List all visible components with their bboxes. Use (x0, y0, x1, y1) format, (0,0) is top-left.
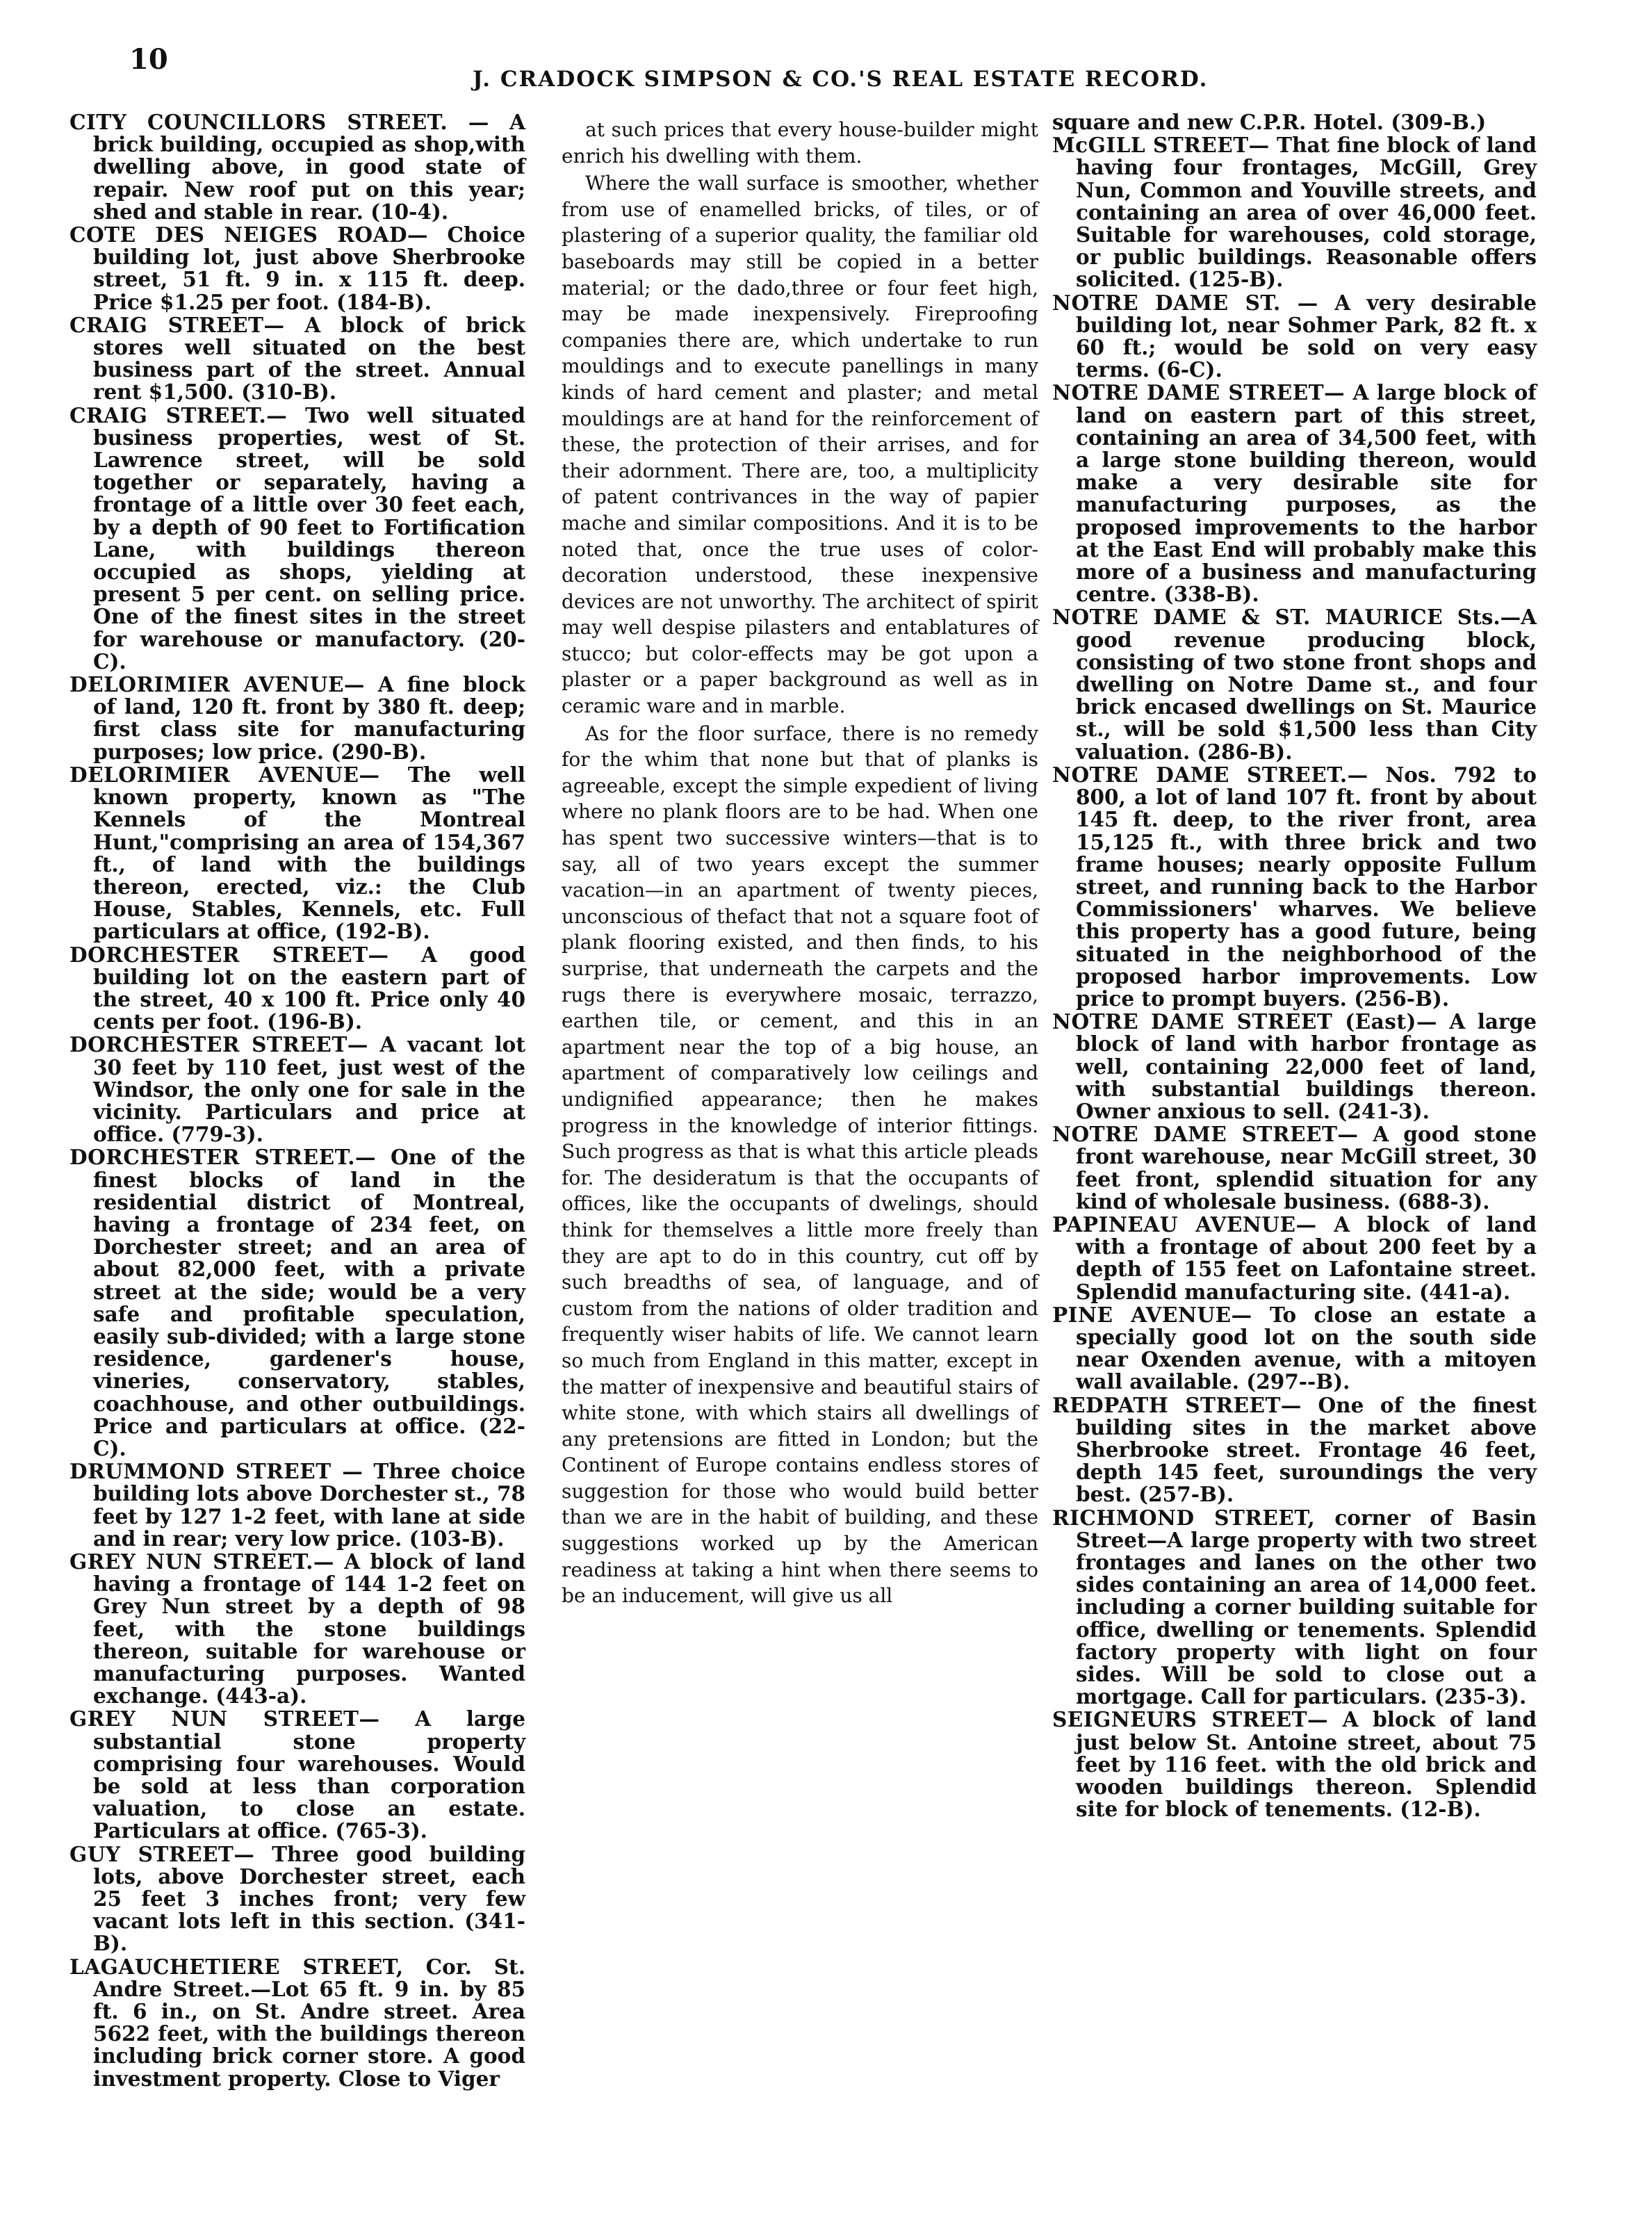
property-listing (69, 1843, 525, 1955)
listing-text: Nos. 792 to 800, a lot of land 107 ft. front by about 145 ft. deep, to the river front, area 15,125 ft., with three brick and two frame houses; nearly opposite Fullum street, and running back to the Harbor Commissioners' wharves. We believe this property has a good future, being situated in the neighborhood of the proposed harbor improvements. Low price to prompt buyers. (256-B). (1076, 762, 1537, 1011)
listing-street: GUY STREET— (69, 1841, 255, 1866)
listing-street: SEIGNEURS STREET— (1052, 1707, 1329, 1732)
listing-street: REDPATH STREET— (1052, 1392, 1302, 1417)
property-listing (69, 224, 525, 313)
property-listing (69, 111, 525, 223)
listing-street: LAGAUCHETIERE STREET, (69, 1954, 404, 1979)
property-listing (1052, 606, 1537, 763)
property-listing (1052, 1394, 1537, 1506)
listing-text: Choice building lot, just above Sherbrooke street, 51 ft. 9 in. x 115 ft. deep. Price $1.25 per foot. (184-B). (93, 222, 525, 314)
listing-text: Three choice building lots above Dorchester st., 78 feet by 127 1-2 feet, with lane at side and in rear; very low price. (103-B). (93, 1459, 525, 1551)
listing-text: A fine block of land, 120 ft. front by 380 ft. deep; first class site for manufacturing purposes; low price. (290-B). (93, 672, 525, 764)
property-listing (1052, 1304, 1537, 1394)
listing-street: PAPINEAU AVENUE— (1052, 1212, 1317, 1237)
listing-street: NOTRE DAME & ST. MAURICE (1052, 605, 1444, 630)
property-listing (1052, 1214, 1537, 1303)
listing-text: A very desirable building lot, near Sohmer Park, 82 ft. x 60 ft.; would be sold on very easy terms. (6-C). (1076, 290, 1537, 382)
property-listing (69, 1034, 525, 1145)
listing-street: NOTRE DAME STREET— (1052, 1122, 1359, 1147)
listing-text: A large block of land with harbor frontage as well, containing 22,000 feet of land, with substantial buildings thereon. Owner anxious to sell. (241-3). (1076, 1009, 1537, 1123)
listing-text: A block of land with a frontage of about 200 feet by a depth of 155 feet on Lafontaine street. Splendid manufacturing site. (441-a). (1076, 1212, 1537, 1304)
listing-text: corner of Basin Street—A large property with two street frontages and lanes on the other two sides containing an area of 14,000 feet. including a corner building suitable for office, dwelling or tenements. Splendid factory property with light on four sides. Will be sold to close out a mortgage. Call for particulars. (235-3). (1076, 1505, 1537, 1709)
listing-street: GREY NUN STREET— (69, 1706, 380, 1731)
property-listing (1052, 292, 1537, 382)
property-listing (1052, 382, 1537, 605)
listing-street: McGILL STREET— (1052, 133, 1270, 158)
listing-street: NOTRE DAME STREET— (1052, 380, 1346, 405)
listing-street: DORCHESTER STREET— (69, 1032, 368, 1057)
property-listing (69, 674, 525, 763)
property-listing (69, 944, 525, 1034)
listing-street: GREY NUN STREET.— (69, 1549, 334, 1574)
listing-text: That fine block of land having four frontages, McGill, Grey Nun, Common and Youville streets, and containing an area of over 46,000 feet. Suitable for warehouses, cold storage, or public buildings. Reasonable offers solicited. (125-B). (1076, 133, 1537, 292)
listing-text: Sts.—A good revenue producing block, consisting of two stone front shops and dwelling on Notre Dame st., and four brick encased dwellings on St. Maurice st., will be sold $1,500 less than City valuation. (286-B). (1076, 605, 1537, 764)
listing-street: DELORIMIER AVENUE— (69, 672, 365, 697)
listing-text: A vacant lot 30 feet by 110 feet, just west of the Windsor, the only one for sale in the vicinity. Particulars and price at office. (779-3). (93, 1032, 525, 1147)
listing-street: DRUMMOND STREET — (69, 1459, 363, 1484)
middle-column (562, 117, 1038, 1609)
right-column (1052, 111, 1537, 1821)
listing-text: To close an estate a specially good lot on the south side near Oxenden avenue, with a mitoyen wall available. (297--B). (1076, 1302, 1537, 1394)
listing-text: Three good building lots, above Dorchester street, each 25 feet 3 inches front; very few vacant lots left in this section. (341-B). (93, 1841, 525, 1956)
listing-text: A large substantial stone property comprising four warehouses. Would be sold at less than corporation valuation, to close an estate. Particulars at office. (765-3). (93, 1706, 525, 1843)
running-head: J. CRADOCK SIMPSON & CO.'S REAL ESTATE RECORD. (473, 67, 1209, 92)
listing-text: square and new C.P.R. Hotel. (309-B.) (1052, 110, 1487, 134)
property-listing (1052, 764, 1537, 1010)
left-column (69, 111, 525, 2091)
listing-text: A good building lot on the eastern part of the street, 40 x 100 ft. Price only 40 cents per foot. (196-B). (93, 942, 525, 1034)
property-listing (1052, 1123, 1537, 1213)
property-listing (1052, 111, 1537, 133)
listing-text: A brick building, occupied as shop,with dwelling above, in good state of repair. New roof put on this year; shed and stable in rear. (10-4). (93, 110, 525, 224)
page-number: 10 (129, 43, 168, 76)
article-paragraph: at such prices that every house-builder might enrich his dwelling with them. (562, 118, 1038, 168)
listing-street: NOTRE DAME STREET.— (1052, 762, 1368, 787)
listing-street: COTE DES NEIGES ROAD— (69, 222, 429, 247)
property-listing (1052, 1709, 1537, 1820)
listing-street: RICHMOND STREET, (1052, 1505, 1316, 1530)
listing-text: A large block of land on eastern part of this street, containing an area of 34,500 feet, with a large stone building thereon, would make a very desirable site for manufacturing purposes, as the proposed improvements to the harbor at the East End will probably make this more of a business and manufacturing centre. (338-B). (1076, 380, 1537, 607)
listing-text: Two well situated business properties, west of St. Lawrence street, will be sold together or separately, having a frontage of a little over 30 feet each, by a depth of 90 feet to Fortification Lane, with buildings thereon occupied as shops, yielding at present 5 per cent. on selling price. One of the finest sites in the street for warehouse or manufactory. (20-C). (93, 402, 525, 674)
article-paragraph: As for the floor surface, there is no remedy for the whim that none but that of planks is agreeable, except the simple expedient of living where no plank floors are to be had. When one has spent two successive winters—that is to say, all of two years except the summer vacation—in an apartment of twenty pieces, unconscious of thefact that not a square foot of plank flooring existed, and then finds, to his surprise, that underneath the carpets and the rugs there is everywhere mosaic, terrazzo, earthen tile, or cement, and this in an apartment near the top of a big house, an apartment of comparatively low ceilings and undignified appearance; then he makes progress in the knowledge of interior fittings. Such progress as that is what this article pleads for. The desideratum is that the occupants of offices, like the occupants of dwelings, should think for themselves a little more freely than they are apt to do in this country, cut off by such breadths of sea, of language, and of custom from the nations of older tradition and frequently wiser habits of life. We cannot learn so much from England in this matter, except in the matter of inexpensive and beautiful stairs of white stone, with which stairs all dwellings of any pretensions are fitted in London; but the Continent of Europe contains endless stores of suggestion for those who would build better than we are in the habit of building, and these suggestions worked up by the American readiness at taking a hint when there seems to be an inducement, will give us all (562, 721, 1038, 1608)
listing-text: One of the finest building sites in the market above Sherbrooke street. Frontage 46 feet, depth 145 feet, suroundings the very best. (257-B). (1076, 1392, 1537, 1507)
listing-text: A block of land just below St. Antoine street, about 75 feet by 116 feet. with the old brick and wooden buildings thereon. Splendid site for block of tenements. (12-B). (1076, 1707, 1537, 1822)
article-paragraph: Where the wall surface is smoother, whether from use of enamelled bricks, of tiles, or of plastering of a superior quality, the familiar old baseboards may still be copied in a better material; or the dado,three or four feet high, may be made inexpensively. Fireproofing companies there are, which undertake to run mouldings and to execute panellings in many kinds of hard cement and plaster; and metal mouldings are at hand for the reinforcement of these, the protection of their arrises, and for their adornment. There are, too, a multiplicity of patent contrivances in the way of papier mache and similar compositions. And it is to be noted that, once the true uses of color-decoration understood, these inexpensive devices are not unworthy. The architect of spirit may well despise pilasters and entablatures of stucco; but color-effects may be got upon a plaster or a paper background as well as in ceramic ware and in marble. (562, 172, 1038, 718)
listing-street: CITY COUNCILLORS STREET. — (69, 110, 489, 134)
listing-text: Cor. St. Andre Street.—Lot 65 ft. 9 in. by 85 ft. 6 in., on St. Andre street. Area 5622 feet, with the buildings thereon including brick corner store. A good investment property. Close to Viger (93, 1954, 525, 2091)
property-listing (69, 1460, 525, 1550)
listing-street: CRAIG STREET— (69, 312, 285, 337)
property-listing (69, 314, 525, 404)
listing-street: NOTRE DAME STREET (East)— (1052, 1009, 1437, 1034)
listing-street: CRAIG STREET.— (69, 402, 288, 427)
listing-text: A block of brick stores well situated on the best business part of the street. Annual rent $1,500. (310-B). (93, 312, 525, 405)
listing-street: DORCHESTER STREET.— (69, 1145, 377, 1170)
property-listing (69, 1146, 525, 1460)
property-listing (1052, 1507, 1537, 1709)
property-listing (1052, 1011, 1537, 1123)
listing-text: A good stone front warehouse, near McGill street, 30 feet front, splendid situation for any kind of wholesale business. (688-3). (1076, 1122, 1537, 1214)
listing-street: PINE AVENUE— (1052, 1302, 1252, 1327)
listing-street: DELORIMIER AVENUE— (69, 762, 380, 787)
property-listing (69, 1956, 525, 2090)
property-listing (69, 1708, 525, 1842)
listing-text: The well known property, known as "The Kennels of the Montreal Hunt,"comprising an area of 154,367 ft., of land with the buildings thereon, erected, viz.: the Club House, Stables, Kennels, etc. Full particulars at office, (192-B). (93, 762, 525, 944)
listing-text: A block of land having a frontage of 144 1-2 feet on Grey Nun street by a depth of 98 feet, with the stone buildings thereon, suitable for warehouse or manufacturing purposes. Wanted exchange. (443-a). (93, 1549, 525, 1709)
property-listing (69, 402, 525, 674)
listing-street: NOTRE DAME ST. — (1052, 290, 1318, 315)
property-listing (69, 764, 525, 943)
listing-text: One of the finest blocks of land in the residential district of Montreal, having a frontage of 234 feet, on Dorchester street; and an area of about 82,000 feet, with a private street at the side; would be a very safe and profitable speculation, easily sub-divided; with a large stone residence, gardener's house, vineries, conservatory, stables, coachhouse, and other outbuildings. Price and particulars at office. (22-C). (93, 1145, 525, 1460)
listing-street: DORCHESTER STREET— (69, 942, 389, 967)
property-listing (1052, 134, 1537, 291)
property-listing (69, 1551, 525, 1707)
